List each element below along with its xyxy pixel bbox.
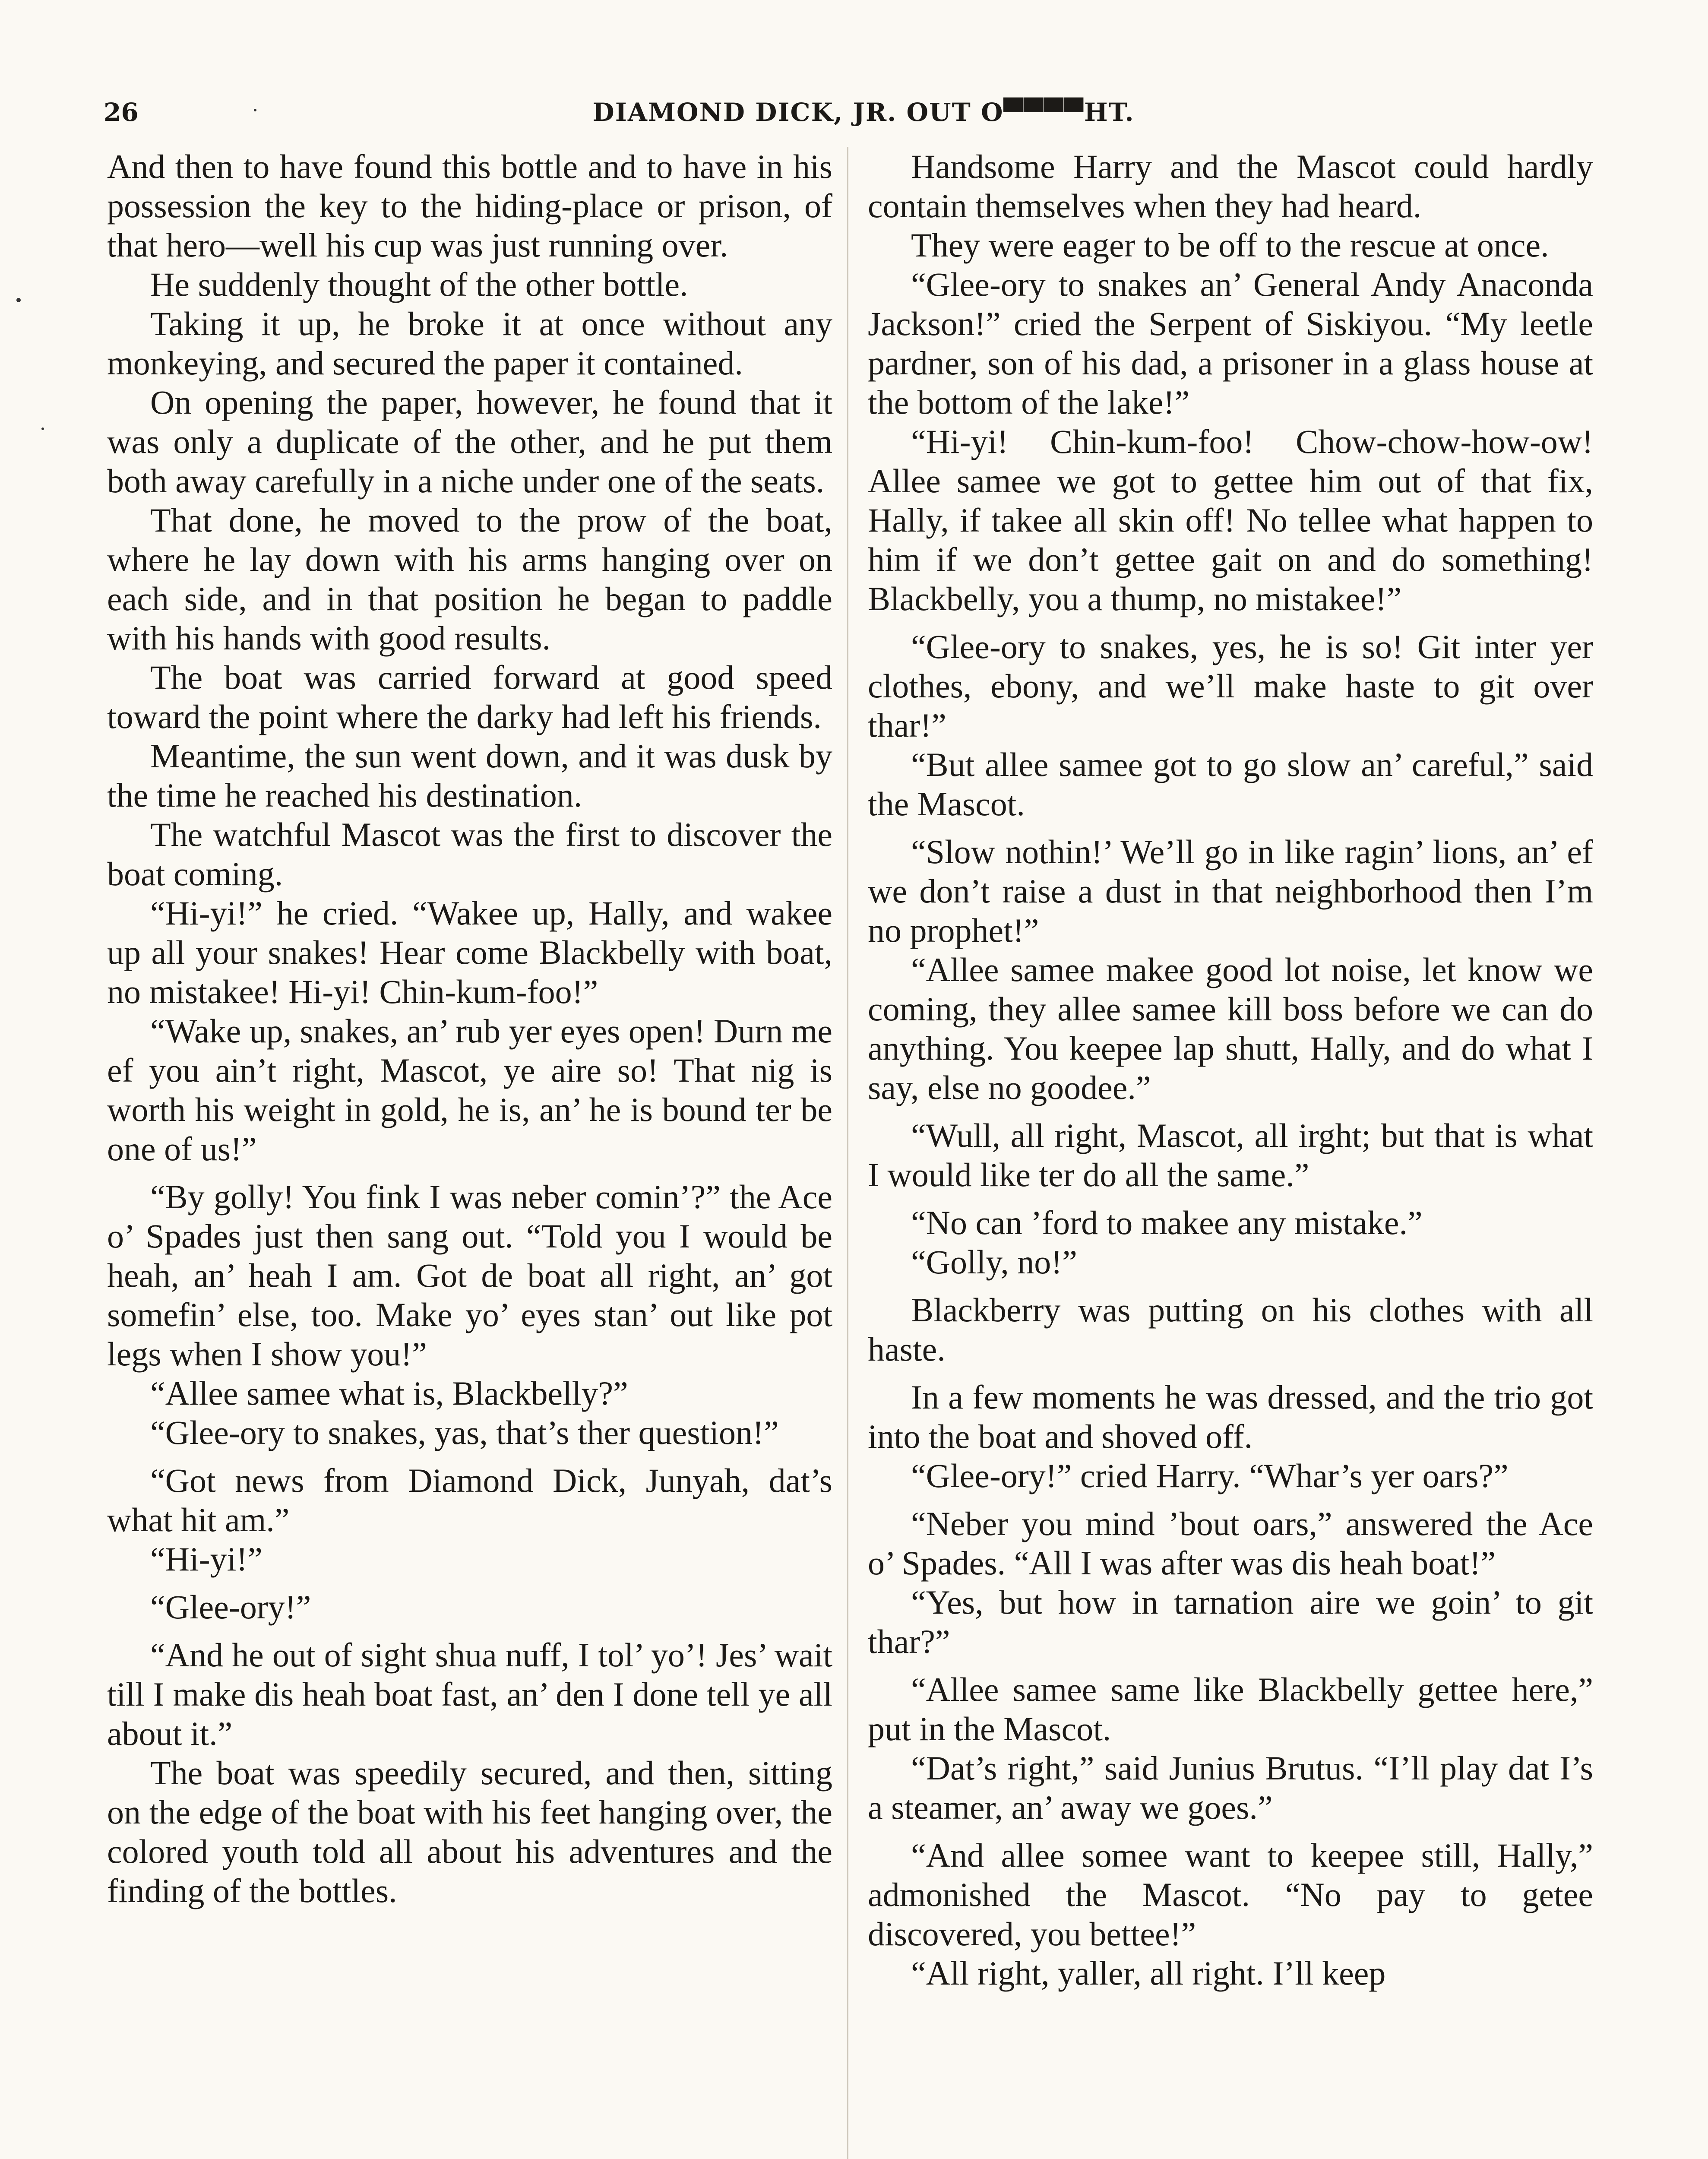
paragraph: On opening the paper, however, he found that it was only a duplicate of the other, and he put them both away carefully in a niche under one of the seats.	[107, 383, 832, 500]
paragraph: “And he out of sight shua nuff, I tol’ yo’! Jes’ wait till I make dis heah boat fast, an’ den I done tell ye all about it.”	[107, 1636, 832, 1752]
paragraph: The boat was carried forward at good speed toward the point where the darky had left his friends.	[107, 658, 832, 735]
paragraph: “Hi-yi! Chin-kum-foo! Chow-chow-how-ow! Allee samee we got to gettee him out of that fix, Hally, if takee all skin off! No tellee what happen to him if we don’t gettee gait on and do something! Blackbelly, you a thump, no mistakee!”	[868, 423, 1593, 617]
paragraph: “All right, yaller, all right. I’ll keep	[911, 1954, 1386, 1992]
paragraph: “Neber you mind ’bout oars,” answered the Ace o’ Spades. “All I was after was dis heah boat!”	[868, 1505, 1593, 1582]
paragraph: The boat was speedily secured, and then, sitting on the edge of the boat with his feet hanging over, the colored youth told all about his adventures and the finding of the bottles.	[107, 1754, 832, 1909]
paragraph: That done, he moved to the prow of the boat, where he lay down with his arms hanging over on each side, and in that position he began to paddle with his hands with good results.	[107, 501, 832, 657]
paragraph: He suddenly thought of the other bottle.	[150, 266, 688, 303]
paragraph: “Allee samee same like Blackbelly gettee here,” put in the Mascot.	[868, 1671, 1593, 1747]
running-title: DIAMOND DICK, JR. OUT O▀▀▀▀HT.	[592, 98, 1135, 127]
paragraph: “No can ’ford to makee any mistake.”	[911, 1204, 1423, 1241]
paragraph: Taking it up, he broke it at once without any monkeying, and secured the paper it contained.	[107, 305, 832, 382]
paragraph: “By golly! You fink I was neber comin’?” the Ace o’ Spades just then sang out. “Told you I would be heah, an’ heah I am. Got de boat all right, an’ got somefin’ else, too. Make yo’ eyes stan’ out like pot legs when I show you!”	[107, 1178, 832, 1373]
paragraph: “Wake up, snakes, an’ rub yer eyes open! Durn me ef you ain’t right, Mascot, ye aire so! That nig is worth his weight in gold, he is, an’ he is bound ter be one of us!”	[107, 1012, 832, 1168]
ink-speck	[41, 427, 44, 430]
paragraph: “And allee somee want to keepee still, Hally,” admonished the Mascot. “No pay to getee discovered, you bettee!”	[868, 1836, 1593, 1953]
paragraph: Handsome Harry and the Mascot could hardly contain themselves when they had heard.	[868, 148, 1593, 225]
page-header	[0, 98, 1708, 145]
paragraph: “Allee samee what is, Blackbelly?”	[150, 1374, 628, 1412]
ink-speck	[254, 109, 256, 111]
paragraph: Meantime, the sun went down, and it was dusk by the time he reached his destination.	[107, 737, 832, 814]
paragraph: “Golly, no!”	[911, 1243, 1077, 1281]
paragraph: “Yes, but how in tarnation aire we goin’ to git thar?”	[868, 1583, 1593, 1660]
paragraph: “Glee-ory!”	[150, 1588, 311, 1626]
paragraph: “Allee samee makee good lot noise, let know we coming, they allee samee kill boss before we can do anything. You keepee lap shutt, Hally, and do what I say, else no goodee.”	[868, 951, 1593, 1106]
paragraph: “Glee-ory to snakes an’ General Andy Anaconda Jackson!” cried the Serpent of Siskiyou. “My leetle pardner, son of his dad, a prisoner in a glass house at the bottom of the lake!”	[868, 266, 1593, 421]
paragraph: “But allee samee got to go slow an’ careful,” said the Mascot.	[868, 746, 1593, 823]
column-divider	[847, 147, 848, 2159]
paragraph: “Glee-ory to snakes, yas, that’s ther question!”	[150, 1414, 779, 1451]
page-number: 26	[104, 98, 139, 127]
paragraph: “Got news from Diamond Dick, Junyah, dat’s what hit am.”	[107, 1462, 832, 1539]
paragraph: “Glee-ory!” cried Harry. “Whar’s yer oars?”	[911, 1457, 1509, 1494]
paragraph: And then to have found this bottle and to have in his possession the key to the hiding-place or prison, of that hero—well his cup was just running over.	[107, 148, 832, 264]
paragraph: They were eager to be off to the rescue at once.	[911, 226, 1549, 264]
paragraph: “Hi-yi!”	[150, 1540, 263, 1578]
paragraph: “Wull, all right, Mascot, all irght; but that is what I would like ter do all the same.”	[868, 1117, 1593, 1193]
paragraph: “Glee-ory to snakes, yes, he is so! Git inter yer clothes, ebony, and we’ll make haste to git over thar!”	[868, 628, 1593, 744]
paragraph: Blackberry was putting on his clothes with all haste.	[868, 1291, 1593, 1368]
paragraph: “Slow nothin!’ We’ll go in like ragin’ lions, an’ ef we don’t raise a dust in that neighborhood then I’m no prophet!”	[868, 833, 1593, 949]
left-column	[107, 147, 832, 1910]
paragraph: “Dat’s right,” said Junius Brutus. “I’ll play dat I’s a steamer, an’ away we goes.”	[868, 1749, 1593, 1826]
paragraph: In a few moments he was dressed, and the trio got into the boat and shoved off.	[868, 1378, 1593, 1455]
right-column	[868, 147, 1593, 1993]
paragraph: “Hi-yi!” he cried. “Wakee up, Hally, and wakee up all your snakes! Hear come Blackbelly with boat, no mistakee! Hi-yi! Chin-kum-foo!”	[107, 894, 832, 1010]
paragraph: The watchful Mascot was the first to discover the boat coming.	[107, 816, 832, 893]
ink-speck	[16, 298, 21, 302]
